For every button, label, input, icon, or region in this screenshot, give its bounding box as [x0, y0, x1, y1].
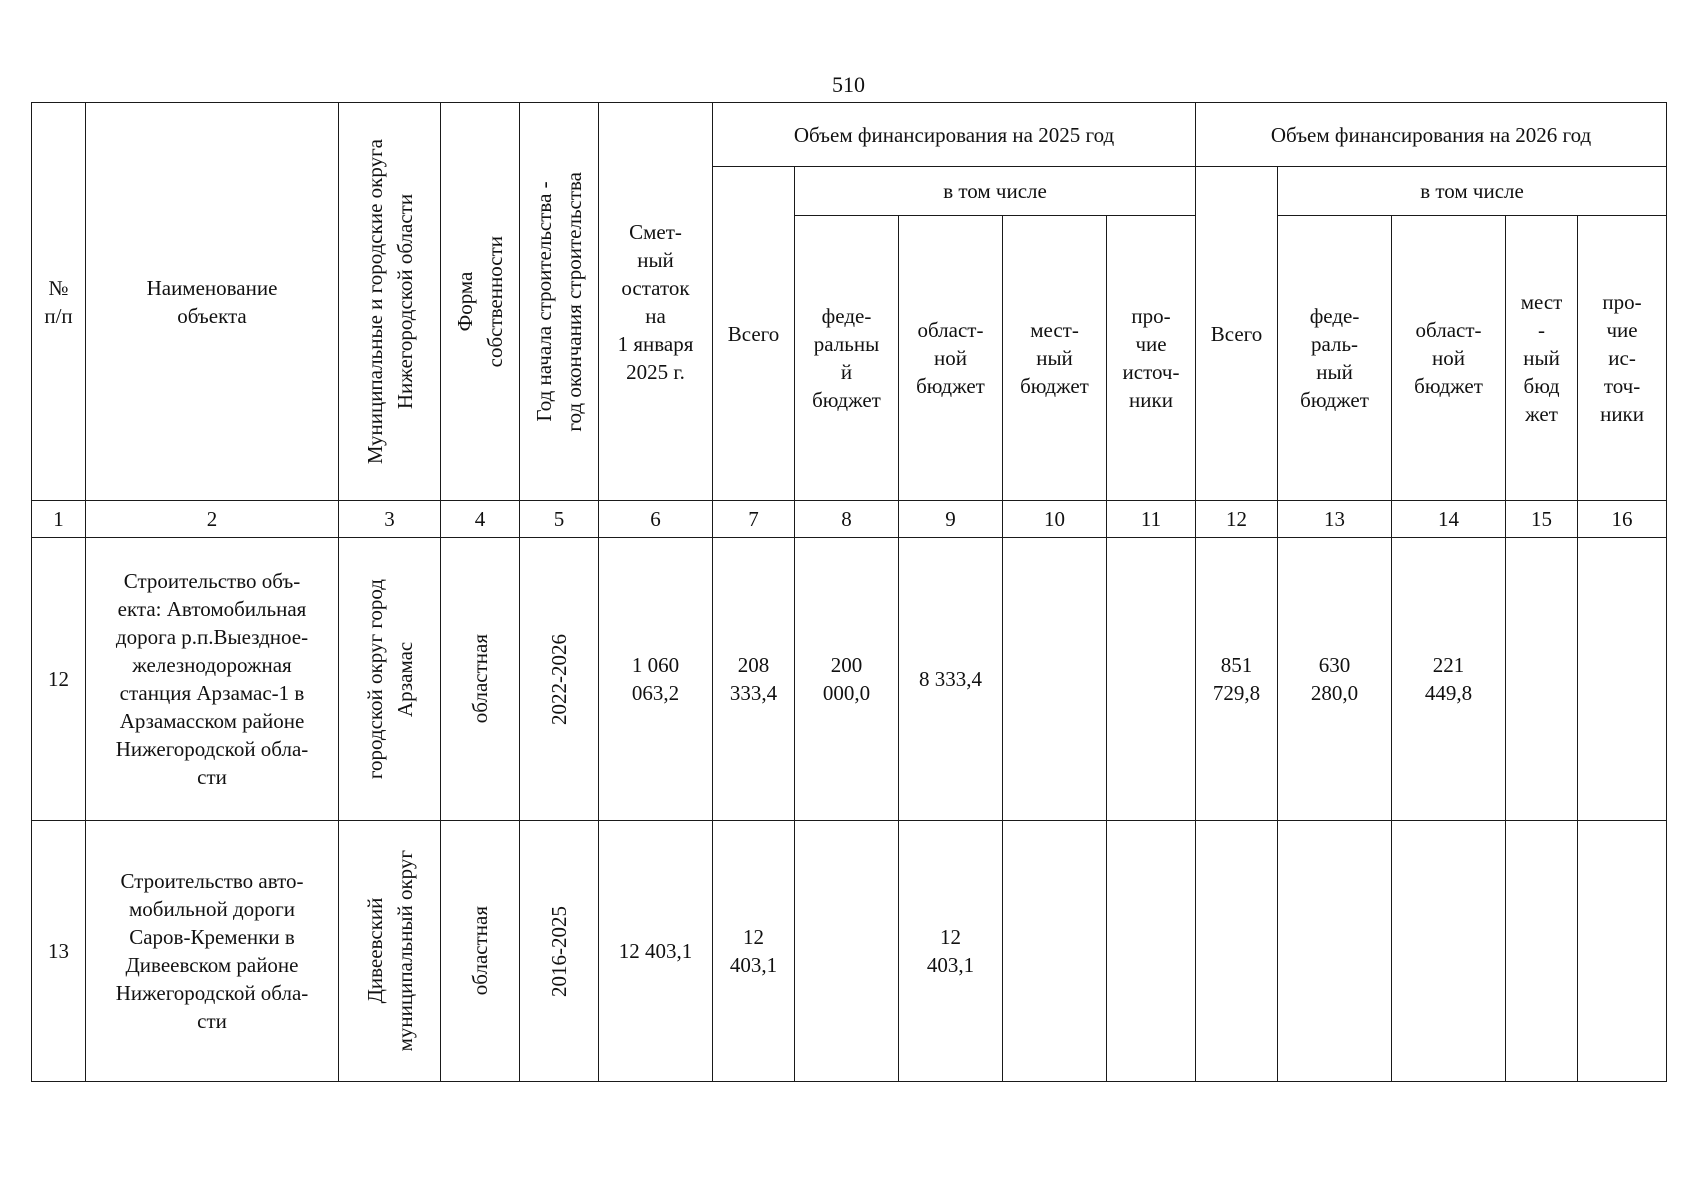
object-name: Строительство авто- мобильной дороги Саров-Кременки в Дивеевском районе Нижегородской обла- сти	[86, 821, 339, 1082]
header-including-2025: в том числе	[795, 167, 1196, 216]
header-local-2025: мест- ный бюджет	[1003, 216, 1107, 501]
col-number: 1	[32, 501, 86, 538]
municipality-cell: городской округ город Арзамас	[339, 538, 441, 821]
col-number: 14	[1392, 501, 1506, 538]
header-total-2026: Всего	[1196, 167, 1278, 501]
total-2025-cell: 208 333,4	[713, 538, 795, 821]
header-years: Год начала строительства - год окончания строительства	[520, 103, 599, 501]
ownership-cell: областная	[441, 538, 520, 821]
row-num: 13	[32, 821, 86, 1082]
federal-2026-cell	[1278, 821, 1392, 1082]
years-cell: 2022-2026	[520, 538, 599, 821]
municipality-cell: Дивеевский муниципальный округ	[339, 821, 441, 1082]
col-number: 2	[86, 501, 339, 538]
header-ownership: Форма собственности	[441, 103, 520, 501]
regional-2025-cell: 8 333,4	[899, 538, 1003, 821]
other-2026-cell	[1578, 821, 1667, 1082]
col-number: 3	[339, 501, 441, 538]
other-2025-cell	[1107, 821, 1196, 1082]
other-2026-cell	[1578, 538, 1667, 821]
header-balance: Смет- ный остаток на 1 января 2025 г.	[599, 103, 713, 501]
col-number: 4	[441, 501, 520, 538]
header-including-2026: в том числе	[1278, 167, 1667, 216]
total-2026-cell: 851 729,8	[1196, 538, 1278, 821]
col-number: 6	[599, 501, 713, 538]
regional-2025-cell: 12 403,1	[899, 821, 1003, 1082]
col-number: 8	[795, 501, 899, 538]
local-2025-cell	[1003, 538, 1107, 821]
balance-cell: 1 060 063,2	[599, 538, 713, 821]
total-2026-cell	[1196, 821, 1278, 1082]
other-2025-cell	[1107, 538, 1196, 821]
header-name: Наименование объекта	[86, 103, 339, 501]
header-municipality: Муниципальные и городские округа Нижегородской области	[339, 103, 441, 501]
col-number: 13	[1278, 501, 1392, 538]
federal-2025-cell: 200 000,0	[795, 538, 899, 821]
header-total-2025: Всего	[713, 167, 795, 501]
ownership-cell: областная	[441, 821, 520, 1082]
col-number: 15	[1506, 501, 1578, 538]
total-2025-cell: 12 403,1	[713, 821, 795, 1082]
row-num: 12	[32, 538, 86, 821]
header-other-2025: про- чие источ- ники	[1107, 216, 1196, 501]
header-federal-2026: феде- раль- ный бюджет	[1278, 216, 1392, 501]
col-number: 5	[520, 501, 599, 538]
col-number: 10	[1003, 501, 1107, 538]
federal-2025-cell	[795, 821, 899, 1082]
years-cell: 2016-2025	[520, 821, 599, 1082]
col-number: 16	[1578, 501, 1667, 538]
regional-2026-cell: 221 449,8	[1392, 538, 1506, 821]
regional-2026-cell	[1392, 821, 1506, 1082]
header-regional-2025: област- ной бюджет	[899, 216, 1003, 501]
local-2026-cell	[1506, 821, 1578, 1082]
header-group-2025: Объем финансирования на 2025 год	[713, 103, 1196, 167]
col-number: 12	[1196, 501, 1278, 538]
col-number: 9	[899, 501, 1003, 538]
federal-2026-cell: 630 280,0	[1278, 538, 1392, 821]
col-number: 11	[1107, 501, 1196, 538]
page-number: 510	[832, 72, 865, 97]
header-local-2026: мест - ный бюд жет	[1506, 216, 1578, 501]
header-other-2026: про- чие ис- точ- ники	[1578, 216, 1667, 501]
table-row	[32, 538, 1667, 821]
header-num: № п/п	[32, 103, 86, 501]
column-number-row	[32, 501, 1667, 538]
header-regional-2026: област- ной бюджет	[1392, 216, 1506, 501]
balance-cell: 12 403,1	[599, 821, 713, 1082]
table-row	[32, 821, 1667, 1082]
header-group-2026: Объем финансирования на 2026 год	[1196, 103, 1667, 167]
col-number: 7	[713, 501, 795, 538]
object-name: Строительство объ- екта: Автомобильная дорога р.п.Выездное- железнодорожная станция Арзамас-1 в Арзамасском районе Нижегородской обла- сти	[86, 538, 339, 821]
local-2026-cell	[1506, 538, 1578, 821]
local-2025-cell	[1003, 821, 1107, 1082]
header-federal-2025: феде- ральны й бюджет	[795, 216, 899, 501]
financing-table	[31, 102, 1667, 1082]
